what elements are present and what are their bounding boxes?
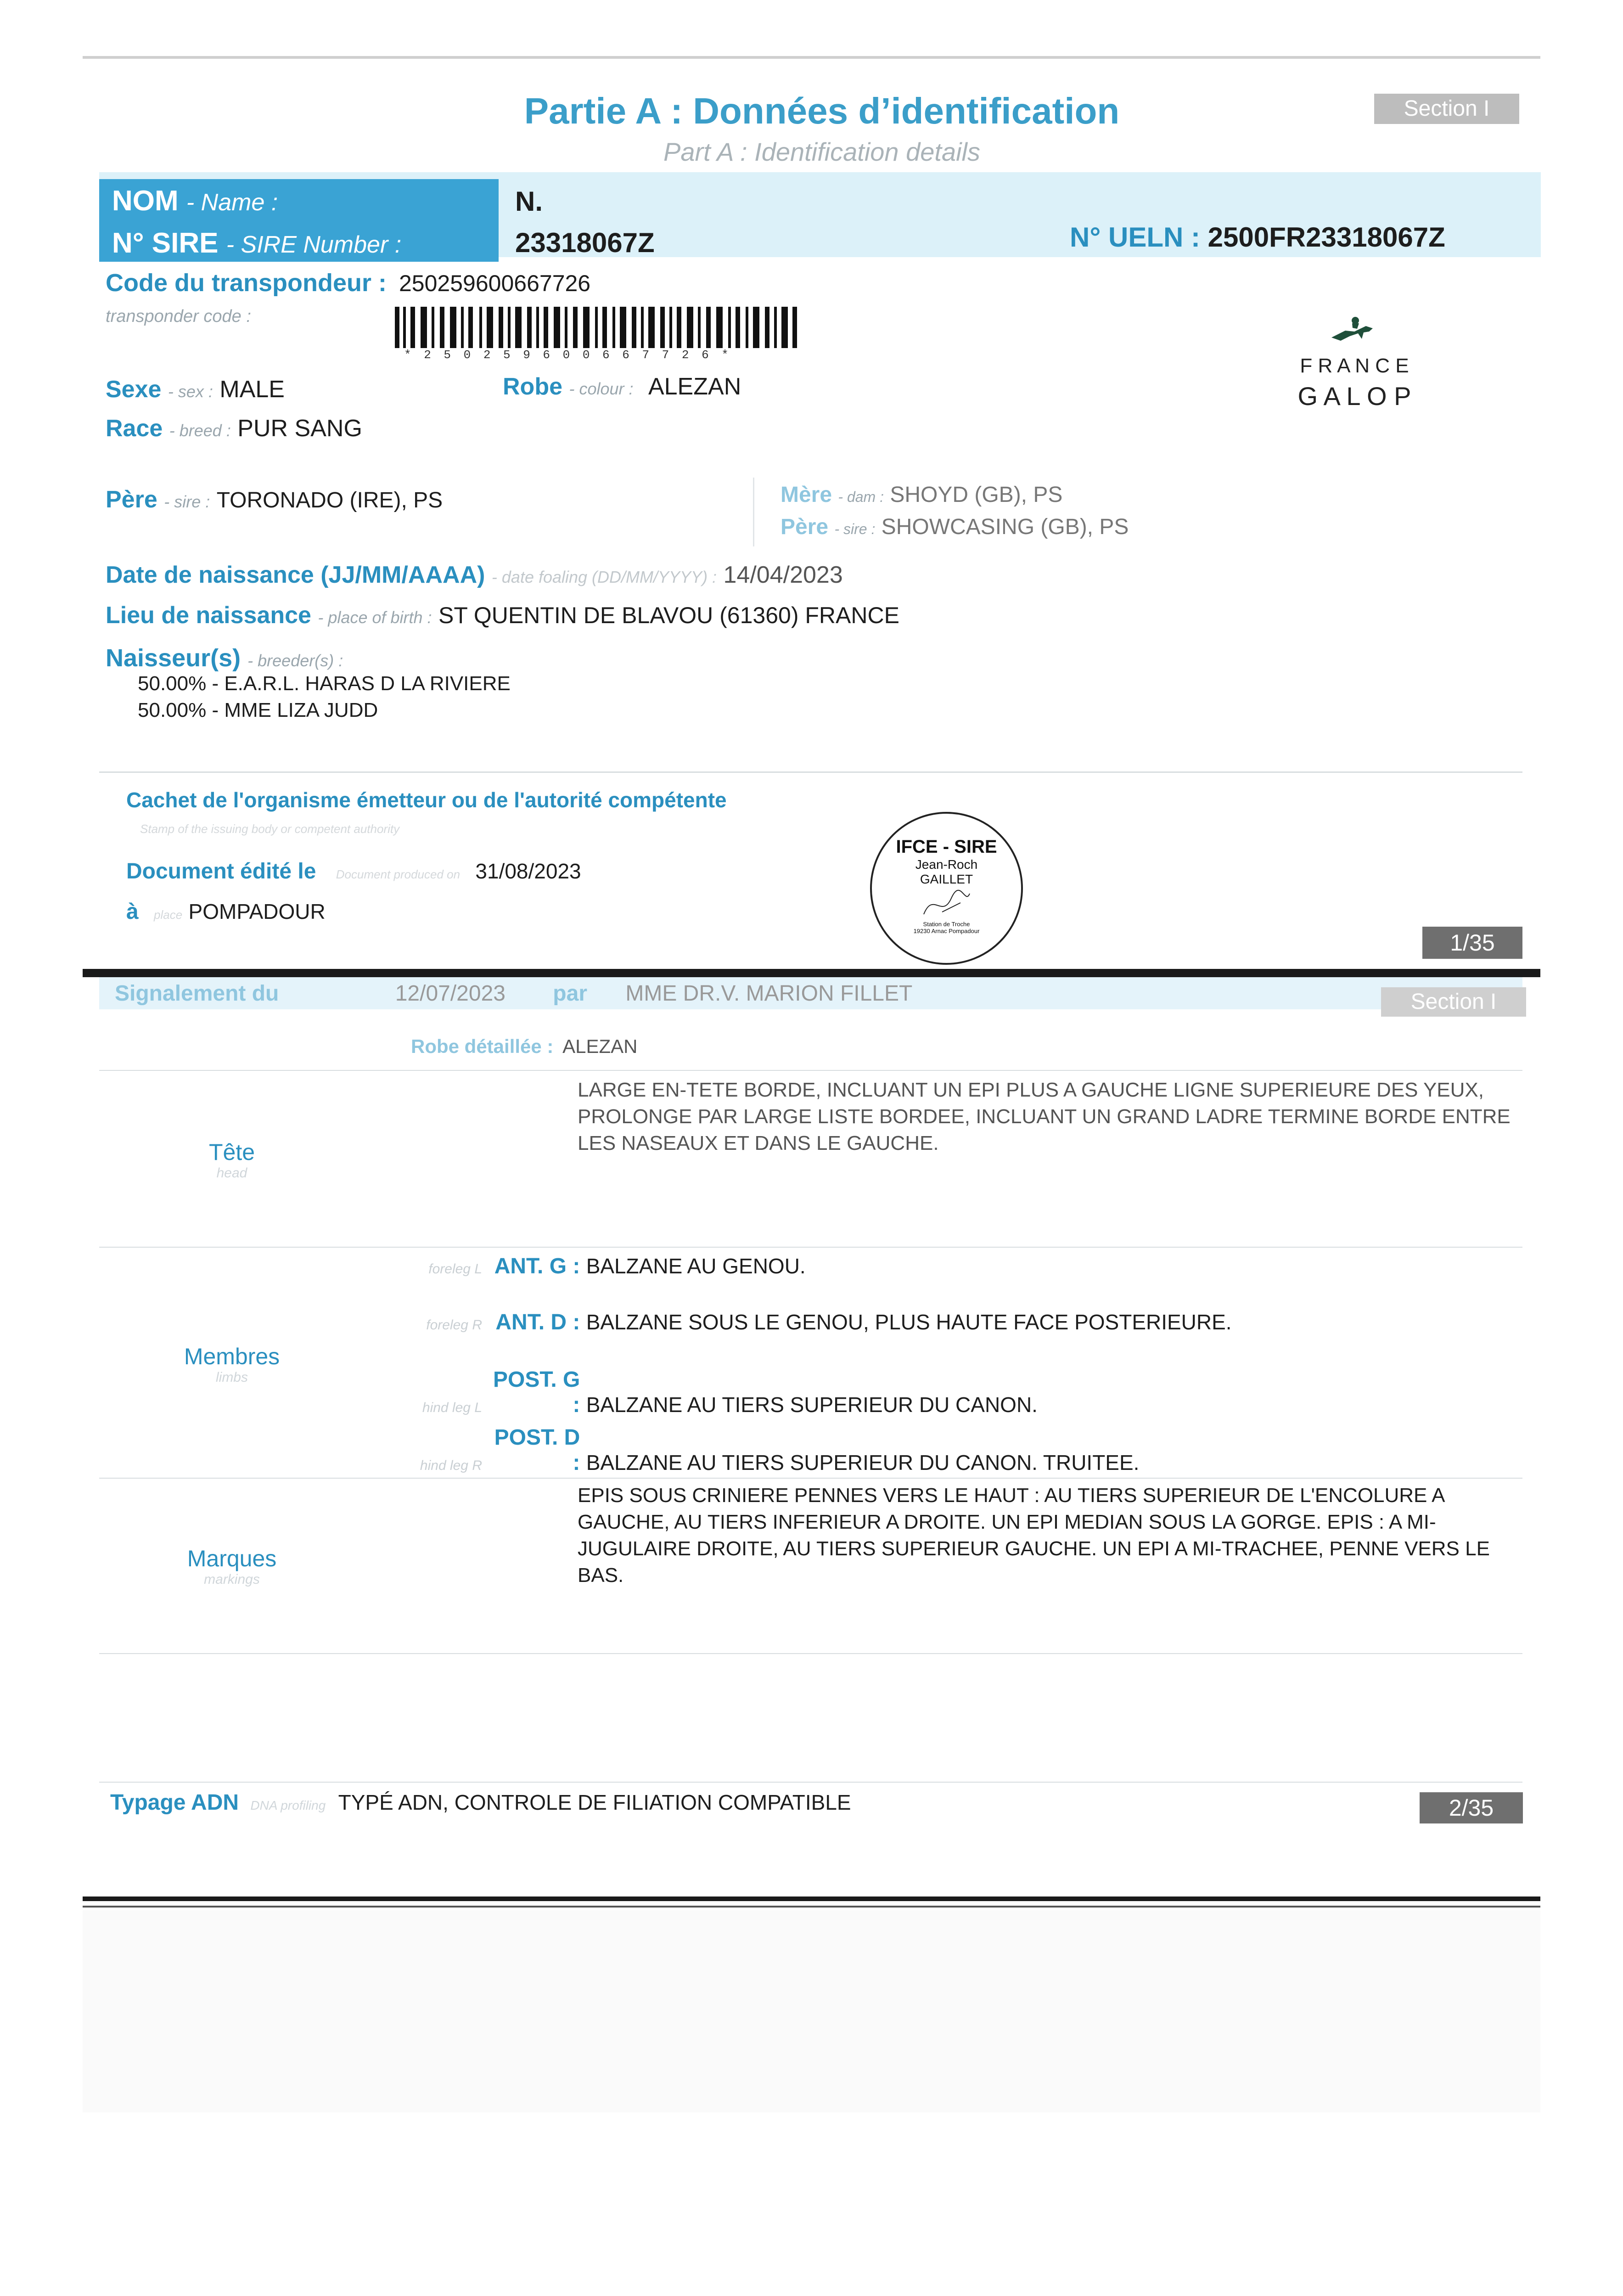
signalement-header: Signalement du 12/07/2023 par MME DR.V. MARION FILLET	[115, 981, 913, 1006]
horse-jockey-icon	[1327, 312, 1382, 349]
france-galop-logo	[1249, 312, 1460, 418]
limb-row: foreleg L ANT. G : BALZANE AU GENOU.	[428, 1254, 806, 1278]
page-title: Partie A : Données d’identification	[524, 90, 1120, 131]
sire-value: 23318067Z	[515, 227, 655, 258]
section-badge-2: Section I	[1381, 987, 1526, 1017]
logo-line2: G A L O P	[1297, 382, 1411, 411]
bottom-separator-thin	[83, 1906, 1540, 1908]
limb-row: hind leg L POST. G : BALZANE AU TIERS SUPERIEUR DU CANON.	[422, 1367, 1038, 1417]
sire-parent-row: Père - sire : TORONADO (IRE), PS	[106, 486, 443, 513]
birth-date-row: Date de naissance (JJ/MM/AAAA) - date foaling (DD/MM/YYYY) : 14/04/2023	[106, 562, 843, 588]
sire-label: N° SIRE - SIRE Number :	[112, 227, 402, 259]
sex-row: Sexe - sex : MALE	[106, 376, 285, 403]
name-label: NOM - Name :	[112, 185, 278, 217]
page-number-1: 1/35	[1422, 927, 1522, 959]
transponder-label: Code du transpondeur : 250259600667726	[106, 269, 591, 297]
page-subtitle: Part A : Identification details	[663, 137, 980, 166]
ifce-stamp	[870, 812, 1023, 965]
breed-row: Race - breed : PUR SANG	[106, 415, 362, 442]
pedigree-divider	[753, 478, 754, 546]
place-row: à place POMPADOUR	[126, 900, 326, 924]
issued-row: Document édité le Document produced on 31/08/2023	[126, 859, 581, 884]
head-label: Tête head	[208, 1139, 255, 1181]
stamp-line2: Jean-Roch	[915, 857, 978, 872]
dam-row: Mère - dam : SHOYD (GB), PS	[781, 483, 1063, 507]
breeders-label: Naisseur(s) - breeder(s) :	[106, 644, 343, 672]
robe-detail-row: Robe détaillée : ALEZAN	[411, 1035, 638, 1057]
head-description: LARGE EN-TETE BORDE, INCLUANT UN EPI PLUS A GAUCHE LIGNE SUPERIEURE DES YEUX, PROLONGE PAR LARGE LISTE BORDEE, INCLUANT UN GRAND LADRE TERMINE BORDE ENTRE LES NASEAUX ET DANS LE GAUCHE.	[578, 1079, 1511, 1154]
transponder-label-en: transponder code :	[106, 307, 251, 326]
dna-row: Typage ADN DNA profiling TYPÉ ADN, CONTROLE DE FILIATION COMPATIBLE	[110, 1790, 851, 1815]
breeder-item: 50.00% - E.A.R.L. HARAS D LA RIVIERE	[138, 672, 511, 695]
barcode-caption: * 2 5 0 2 5 9 6 0 0 6 6 7 7 2 6 *	[404, 348, 731, 362]
page-number-2: 2/35	[1420, 1792, 1523, 1823]
limb-row: foreleg R ANT. D : BALZANE SOUS LE GENOU, PLUS HAUTE FACE POSTERIEURE.	[426, 1310, 1232, 1334]
breeder-item: 50.00% - MME LIZA JUDD	[138, 699, 378, 721]
page-separator	[83, 969, 1540, 977]
stamp-line1: IFCE - SIRE	[896, 837, 997, 857]
stamp-line5: 19230 Arnac Pompadour	[913, 928, 980, 934]
markings-description: EPIS SOUS CRINIERE PENNES VERS LE HAUT : AU TIERS SUPERIEUR DE L'ENCOLURE A GAUCHE, AU TIERS INFERIEUR A DROITE. UN EPI MEDIAN SOUS LA GORGE. EPIS : A MI-JUGULAIRE DROITE, AU TIERS SUPERIEUR GAUCHE. UN EPI A MI-TRACHEE, PENNE VERS LE BAS.	[578, 1484, 1490, 1587]
name-value: N.	[515, 186, 543, 217]
stamp-heading: Cachet de l'organisme émetteur ou de l'autorité compétente	[126, 788, 727, 812]
dam-sire-row: Père - sire : SHOWCASING (GB), PS	[781, 515, 1129, 539]
colour-row: Robe - colour : ALEZAN	[503, 373, 741, 400]
stamp-heading-en: Stamp of the issuing body or competent authority	[140, 822, 400, 836]
blank-page-area	[83, 1910, 1540, 2112]
logo-line1: F R A N C E	[1300, 355, 1409, 377]
bottom-separator	[83, 1896, 1540, 1901]
ueln: N° UELN : 2500FR23318067Z	[1070, 222, 1445, 253]
limb-row: hind leg R POST. D : BALZANE AU TIERS SUPERIEUR DU CANON. TRUITEE.	[420, 1425, 1140, 1475]
stamp-line3: GAILLET	[920, 872, 973, 886]
markings-label: Marques markings	[187, 1546, 277, 1587]
limbs-label: Membres limbs	[184, 1344, 280, 1385]
signature-icon	[915, 887, 979, 923]
birth-place-row: Lieu de naissance - place of birth : ST QUENTIN DE BLAVOU (61360) FRANCE	[106, 602, 899, 629]
section-badge: Section I	[1374, 94, 1519, 124]
transponder-barcode	[395, 307, 799, 348]
stamp-line4: Station de Troche	[923, 921, 970, 928]
